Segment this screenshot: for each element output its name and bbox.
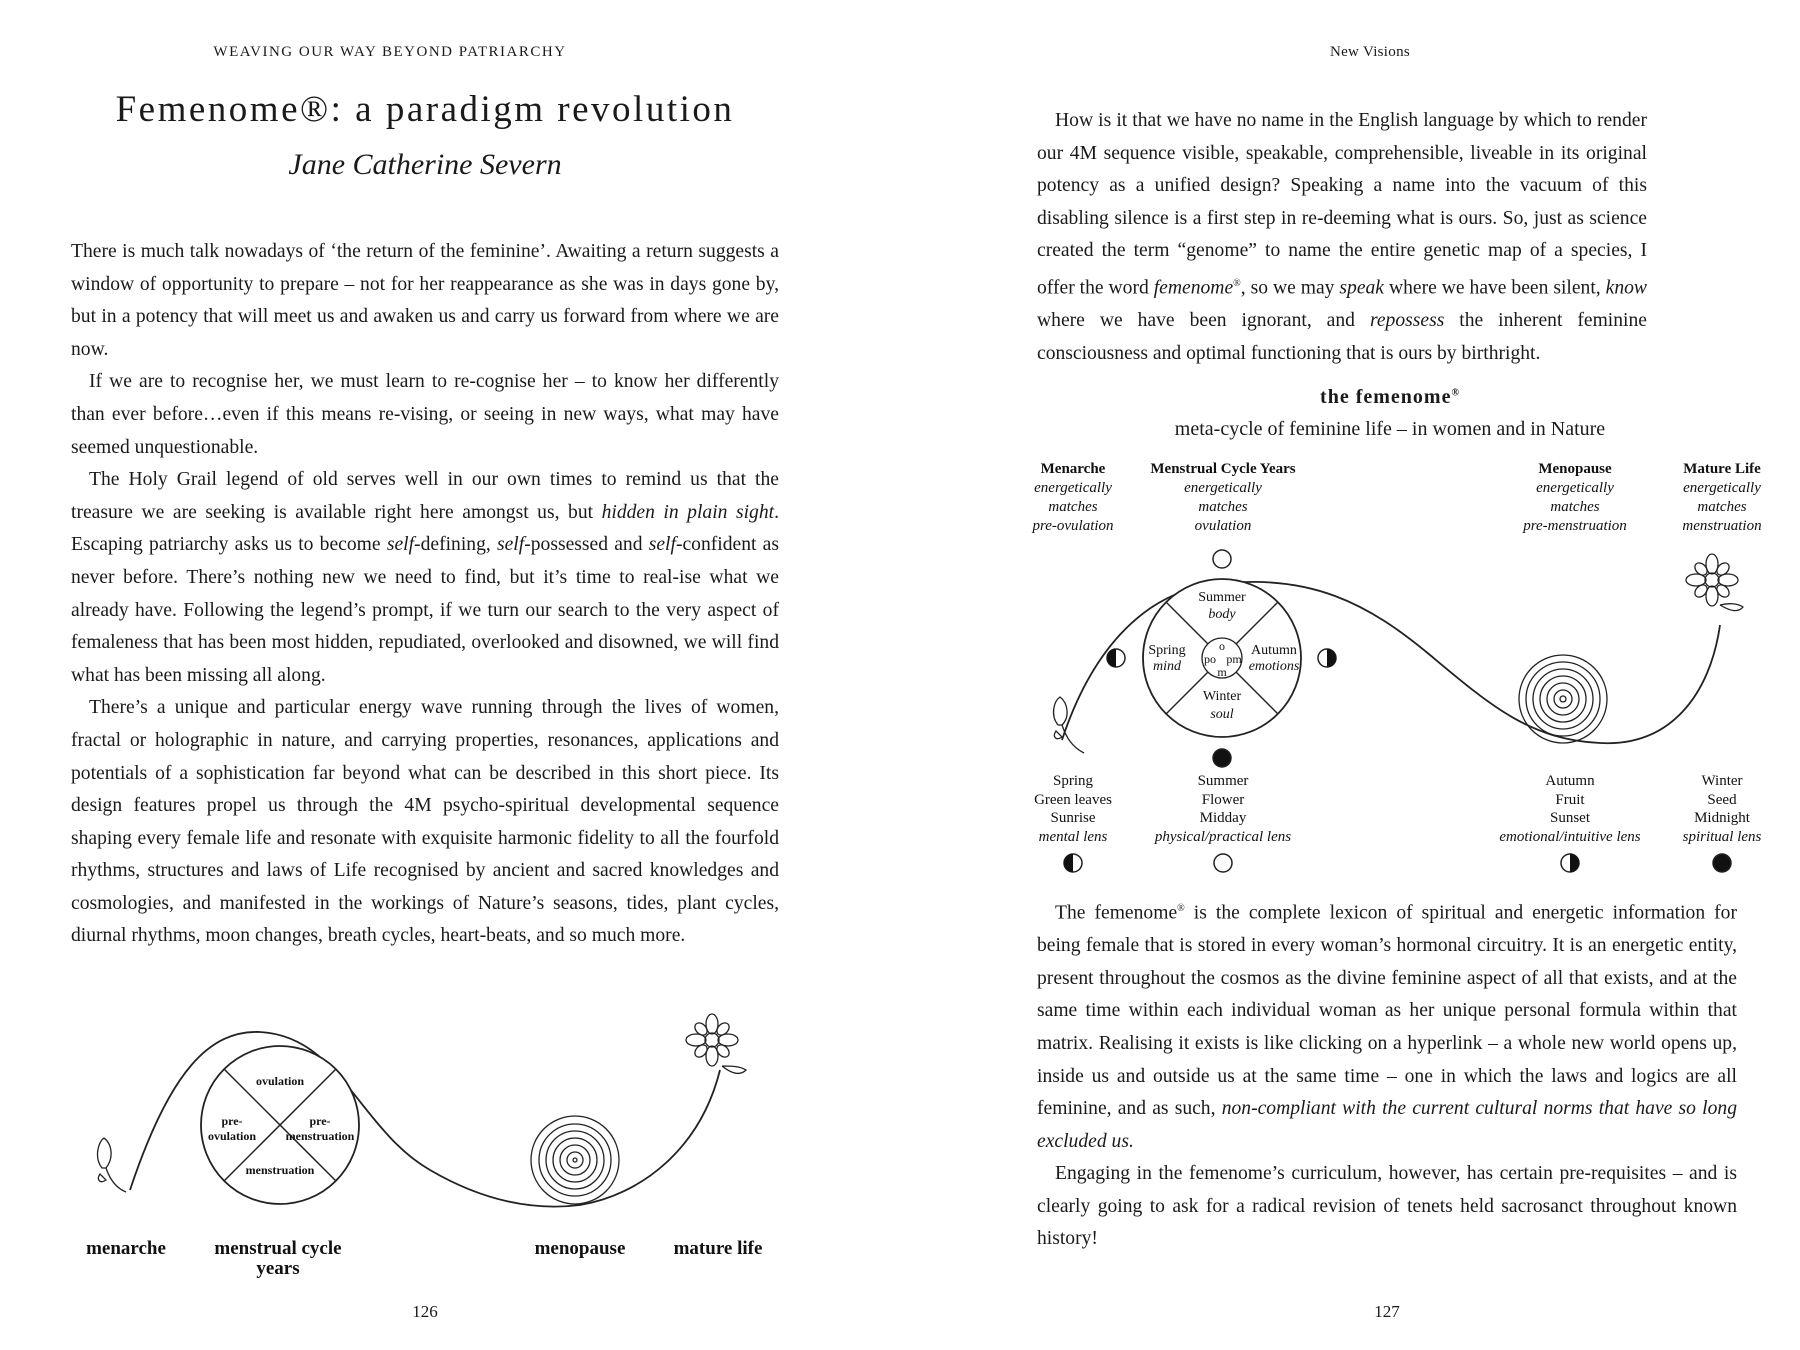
bottom-column-winter xyxy=(1683,773,1762,845)
running-head-right: New Visions xyxy=(1329,44,1411,60)
new-moon-icon xyxy=(1213,749,1231,767)
page-number-left: 126 xyxy=(412,1302,438,1321)
article-author: Jane Catherine Severn xyxy=(288,148,562,181)
svg-text:energetically: energetically xyxy=(1184,480,1262,496)
wheel-autumn: Autumn xyxy=(1251,643,1297,658)
wheel-winter: Winter xyxy=(1202,689,1242,704)
seasons-wheel xyxy=(1143,579,1301,737)
svg-text:Green leaves: Green leaves xyxy=(1034,792,1112,808)
center-po: po xyxy=(1204,652,1216,666)
svg-text:energetically: energetically xyxy=(1536,480,1614,496)
paragraph-4: There’s a unique and particular energy wave running through the lives of women, fractal or holographic in nature, and carrying properties, resonances, applications and potentials of a sophistication far beyond what can be described in this short piece. Its design features propel us through the 4M psycho-spiritual developmental sequence shaping every female life and resonate with exquisite harmonic fidelity to all the fourfold rhythms, structures and laws of Life recognised by ancient and sacred knowledges and cosmologies, and manifested in the workings of Nature’s seasons, tides, plant cycles, diurnal rhythms, moon changes, breath cycles, heart-beats, and so much more. xyxy=(71,697,779,947)
last-quarter-moon-icon-right xyxy=(1318,649,1336,667)
svg-text:ovulation: ovulation xyxy=(1194,518,1252,534)
svg-text:Midnight: Midnight xyxy=(1694,810,1750,826)
figure-subtitle: meta-cycle of feminine life – in women and in Nature xyxy=(1174,418,1606,440)
quadrant-pre-ovulation-2: ovulation xyxy=(207,1129,257,1143)
flower-icon xyxy=(686,1014,746,1073)
svg-text:Menarche: Menarche xyxy=(1040,461,1106,477)
page-number-right: 127 xyxy=(1374,1302,1400,1321)
paragraph-2: If we are to recognise her, we must learn to re-cognise her – to know her differently than ever before…even if this means re-vising, or seeing in new ways, what may have seemed unquestionable. xyxy=(71,371,779,458)
left-body xyxy=(71,236,779,953)
svg-text:matches: matches xyxy=(1550,499,1600,515)
full-moon-icon-bottom xyxy=(1214,854,1232,872)
svg-text:Menstrual Cycle Years: Menstrual Cycle Years xyxy=(1150,461,1296,477)
last-quarter-moon-icon xyxy=(1561,854,1579,872)
running-head-left: WEAVING OUR WAY BEYOND PATRIARCHY xyxy=(213,44,567,60)
svg-text:spiritual lens: spiritual lens xyxy=(1682,829,1762,845)
svg-text:mental lens: mental lens xyxy=(1038,829,1108,845)
svg-text:pre-menstruation: pre-menstruation xyxy=(1523,518,1627,534)
svg-text:Autumn: Autumn xyxy=(1545,773,1595,789)
label-menstrual-cycle: menstrual cycle xyxy=(214,1238,342,1259)
bottom-column-spring xyxy=(1034,773,1112,845)
svg-text:Seed: Seed xyxy=(1707,792,1737,808)
wheel-spring: Spring xyxy=(1148,643,1186,658)
quadrant-menstruation: menstruation xyxy=(245,1163,315,1177)
wheel-body: body xyxy=(1208,607,1236,622)
svg-text:Sunset: Sunset xyxy=(1549,810,1591,826)
new-moon-icon-bottom xyxy=(1713,854,1731,872)
wheel-soul: soul xyxy=(1210,707,1234,722)
wheel-mind: mind xyxy=(1153,659,1181,674)
article-title: Femenome®: a paradigm revolution xyxy=(115,89,735,130)
svg-text:Winter: Winter xyxy=(1701,773,1743,789)
quadrant-pre-ovulation-1: pre- xyxy=(221,1114,243,1128)
paragraph-curriculum: Engaging in the femenome’s curriculum, however, has certain pre-requisites – and is clearly going to ask for a radical revision of tenets held sacrosanct throughout known history! xyxy=(1037,1163,1737,1250)
svg-text:Flower: Flower xyxy=(1201,792,1245,808)
bottom-column-autumn xyxy=(1499,773,1640,845)
svg-text:Fruit: Fruit xyxy=(1555,792,1585,808)
svg-text:physical/practical lens: physical/practical lens xyxy=(1154,829,1292,845)
paragraph-1: There is much talk nowadays of ‘the return of the feminine’. Awaiting a return suggests a window of opportunity to prepare – not for her reappearance as she was in days gone by, but in a potency that will meet us and awaken us and carry us forward from where we are now. xyxy=(71,241,779,360)
top-column-menstrual-cycle-years xyxy=(1150,461,1295,534)
right-body-bottom xyxy=(1037,893,1737,1256)
first-quarter-moon-icon-left xyxy=(1107,649,1125,667)
svg-text:emotional/intuitive lens: emotional/intuitive lens xyxy=(1499,829,1641,845)
spiral-icon xyxy=(531,1116,619,1204)
center-o: o xyxy=(1219,639,1225,653)
svg-text:Sunrise: Sunrise xyxy=(1050,810,1096,826)
wheel-summer: Summer xyxy=(1198,590,1246,605)
svg-text:energetically: energetically xyxy=(1034,480,1112,496)
bottom-column-summer xyxy=(1154,773,1291,845)
bud-icon xyxy=(1054,697,1084,753)
left-cycle-diagram xyxy=(60,1010,800,1290)
center-pm: pm xyxy=(1226,652,1242,666)
femenome-diagram xyxy=(1010,455,1780,885)
cycle-wheel xyxy=(201,1046,359,1204)
bud-icon xyxy=(98,1138,126,1192)
svg-text:pre-ovulation: pre-ovulation xyxy=(1032,518,1114,534)
label-mature-life: mature life xyxy=(673,1238,763,1259)
quadrant-ovulation: ovulation xyxy=(255,1074,305,1088)
wheel-emotions: emotions xyxy=(1248,659,1300,674)
paragraph-femenome: The femenome® is the complete lexicon of spiritual and energetic information for being female that is stored in every woman’s hormonal circuitry. It is an energetic entity, present throughout the cosmos as the divine feminine aspect of all that exists, and at the same time within each individual woman as her unique personal formula within that matrix. Realising it exists is like clicking on a hyperlink – a whole new world opens up, inside us and outside us at the same time – one in which the laws and logics are all feminine, and as such, non-compliant with the current cultural norms that have so long excluded us. xyxy=(1037,902,1737,1152)
quadrant-pre-menstruation-1: pre- xyxy=(309,1114,331,1128)
quadrant-pre-menstruation-2: menstruation xyxy=(285,1129,355,1143)
label-menopause: menopause xyxy=(534,1238,626,1259)
svg-text:Mature Life: Mature Life xyxy=(1683,461,1761,477)
svg-text:Menopause: Menopause xyxy=(1538,461,1612,477)
svg-text:energetically: energetically xyxy=(1683,480,1761,496)
svg-text:Summer: Summer xyxy=(1197,773,1249,789)
label-years: years xyxy=(256,1258,300,1279)
top-column-menarche xyxy=(1031,461,1113,534)
svg-text:Midday: Midday xyxy=(1199,810,1247,826)
svg-text:matches: matches xyxy=(1048,499,1098,515)
center-m: m xyxy=(1217,665,1227,679)
first-quarter-moon-icon xyxy=(1064,854,1082,872)
label-menarche: menarche xyxy=(86,1238,166,1259)
paragraph-intro: How is it that we have no name in the English language by which to render our 4M sequence visible, speakable, comprehensible, liveable in its original potency as a unified design? Speaking a name into the vacuum of this disabling silence is a first step in re-deeming what is ours. So, just as science created the term “genome” to name the entire genetic map of a species, I offer the word femenome®, so we may speak where we have been silent, know where we have been ignorant, and repossess the inherent feminine consciousness and optimal functioning that is ours by birthright. xyxy=(1037,110,1647,364)
svg-text:matches: matches xyxy=(1697,499,1747,515)
paragraph-3: The Holy Grail legend of old serves well in our own times to remind us that the treasure we are seeking is available right here amongst us, but hidden in plain sight. Escaping patriarchy asks us to become self-defining, self-possessed and self-confident as never before. There’s nothing new we need to find, but it’s time to real-ise what we already have. Following the legend’s prompt, if we turn our search to the very aspect of femaleness that has been most hidden, repudiated, overlooked and disowned, we will find what has been missing all along. xyxy=(71,469,779,686)
full-moon-icon xyxy=(1213,550,1231,568)
flower-icon xyxy=(1686,554,1743,611)
svg-text:menstruation: menstruation xyxy=(1682,518,1762,534)
top-column-mature-life xyxy=(1682,461,1761,534)
right-body-top xyxy=(1037,105,1647,370)
top-column-menopause xyxy=(1522,461,1627,534)
svg-text:Spring: Spring xyxy=(1052,773,1094,789)
svg-text:matches: matches xyxy=(1198,499,1248,515)
figure-title: the femenome® xyxy=(1320,386,1460,408)
spiral-icon xyxy=(1519,655,1607,743)
